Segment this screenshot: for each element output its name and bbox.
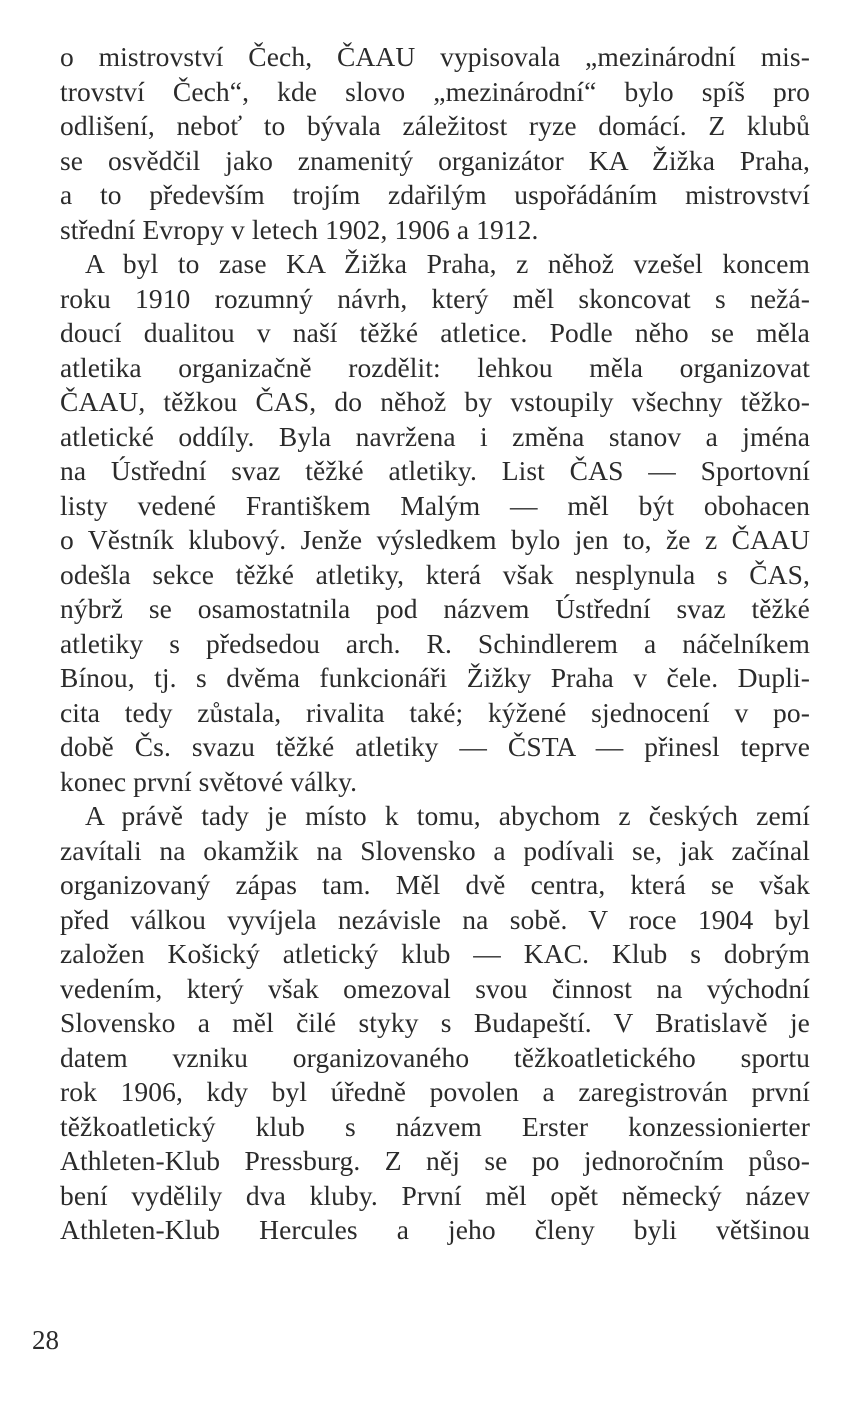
text-line: těžkoatletický klub s názvem Erster konzessionierter [60,1110,810,1142]
text-line: a to především trojím zdařilým uspořádáním mistrovství [60,179,810,210]
text-line: založen Košický atletický klub — KAC. Klub s dobrým [60,938,810,969]
text-line: bení vydělily dva kluby. První měl opět německý název [60,1179,810,1211]
text-line: před válkou vyvíjela nezávisle na sobě. V roce 1904 byl [60,903,810,935]
paragraph [60,247,810,799]
text-line: atletické oddíly. Byla navržena i změna stanov a jména [60,420,810,452]
text-line: Athleten-Klub Hercules a jeho členy byli většinou [60,1214,810,1245]
text-line: doucí dualitou v naší těžké atletice. Podle něho se měla [60,317,810,348]
text-line: o Věstník klubový. Jenže výsledkem bylo jen to, že z ČAAU [60,524,810,555]
text-line: na Ústřední svaz těžké atletiky. List ČAS — Sportovní [60,455,810,486]
text-line: cita tedy zůstala, rivalita také; kýžené sjednocení v po- [60,696,810,728]
paragraph [60,40,810,247]
text-line: nýbrž se osamostatnila pod názvem Ústřední svaz těžké [60,593,810,624]
text-line: A byl to zase KA Žižka Praha, z něhož vzešel koncem [85,248,810,279]
text-line: konec první světové války. [60,765,358,797]
text-line: listy vedené Františkem Malým — měl být obohacen [60,489,810,521]
text-line: o mistrovství Čech, ČAAU vypisovala „mezinárodní mis- [60,41,810,72]
paragraph [60,799,810,1248]
text-line: datem vzniku organizovaného těžkoatletického sportu [60,1041,810,1073]
text-line: Slovensko a měl čilé styky s Budapeští. V Bratislavě je [60,1007,810,1038]
text-line: trovství Čech“, kde slovo „mezinárodní“ bylo spíš pro [60,75,810,107]
text-line: roku 1910 rozumný návrh, který měl skoncovat s nežá- [60,282,810,314]
text-line: atletika organizačně rozdělit: lehkou měla organizovat [60,351,810,383]
text-line: Athleten-Klub Pressburg. Z něj se po jednoročním půso- [60,1145,810,1176]
text-line: odešla sekce těžké atletiky, která však nesplynula s ČAS, [60,558,810,590]
text-line: zavítali na okamžik na Slovensko a podívali se, jak začínal [60,834,810,866]
text-line: A právě tady je místo k tomu, abychom z českých zemí [85,800,810,831]
text-line: atletiky s předsedou arch. R. Schindlerem a náčelníkem [60,627,810,659]
text-line: se osvědčil jako znamenitý organizátor KA Žižka Praha, [60,144,810,176]
text-line: odlišení, neboť to bývala záležitost ryze domácí. Z klubů [60,110,810,141]
text-line: organizovaný zápas tam. Měl dvě centra, která se však [60,869,810,900]
text-line: době Čs. svazu těžké atletiky — ČSTA — přinesl teprve [60,731,810,762]
text-line: vedením, který však omezoval svou činnost na východní [60,972,810,1004]
text-line: rok 1906, kdy byl úředně povolen a zaregistrován první [60,1076,810,1107]
text-column [60,40,810,1248]
text-line: střední Evropy v letech 1902, 1906 a 1912. [60,213,539,245]
page-number: 28 [32,1325,59,1355]
text-line: Bínou, tj. s dvěma funkcionáři Žižky Praha v čele. Dupli- [60,662,810,693]
text-line: ČAAU, těžkou ČAS, do něhož by vstoupily všechny těžko- [60,386,810,417]
